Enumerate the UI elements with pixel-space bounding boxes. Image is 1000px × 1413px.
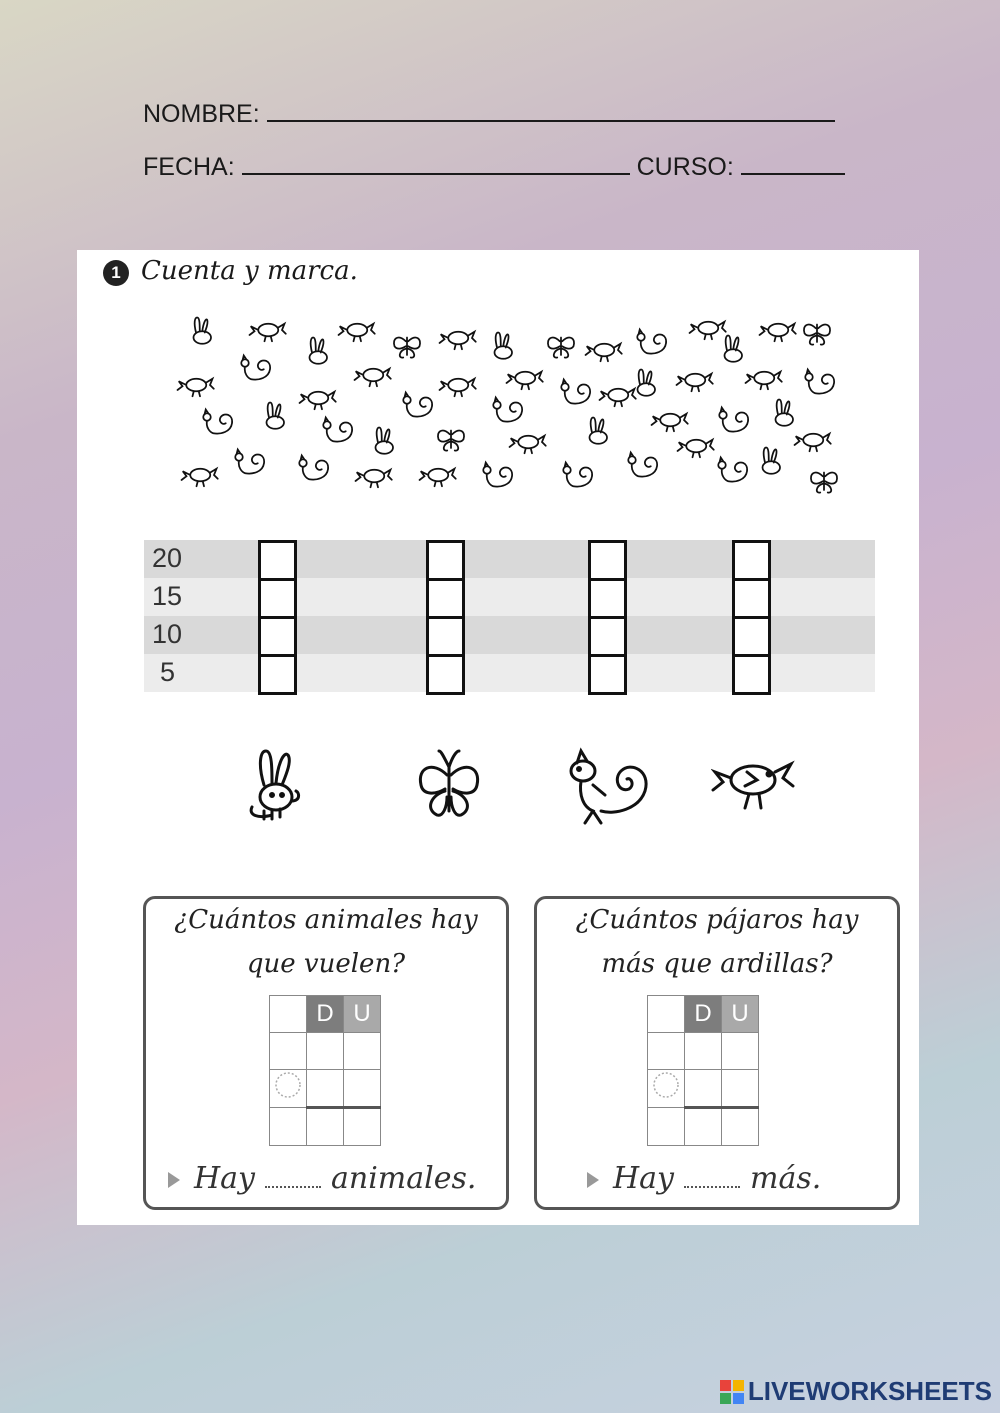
bird-icon xyxy=(711,750,795,820)
grid-cell[interactable] xyxy=(722,1070,759,1108)
course-label: CURSO: xyxy=(636,153,734,181)
answer-suffix: animales. xyxy=(331,1161,477,1196)
answer-suffix: más. xyxy=(750,1161,822,1196)
bird-doodle-icon xyxy=(678,440,714,458)
rabbit-doodle-icon xyxy=(590,418,608,444)
grid-cell[interactable] xyxy=(685,1033,722,1070)
squirrel-doodle-icon xyxy=(235,450,264,474)
rabbit-doodle-icon xyxy=(763,448,781,474)
bird-doodle-icon xyxy=(690,322,726,340)
squirrel-doodle-icon xyxy=(718,458,747,482)
bird-doodle-icon xyxy=(600,389,636,407)
scale-label: 10 xyxy=(152,619,183,649)
squirrel-doodle-icon xyxy=(483,463,512,487)
course-blank[interactable] xyxy=(741,151,845,175)
grid-cell[interactable] xyxy=(722,1033,759,1070)
place-value-grid xyxy=(269,995,381,1146)
grid-cell xyxy=(648,1033,685,1070)
bird-doodle-icon xyxy=(182,469,218,487)
count-column-squirrel[interactable] xyxy=(588,540,624,692)
rabbit-doodle-icon xyxy=(376,428,394,454)
answer-blank[interactable] xyxy=(684,1168,740,1188)
bird-doodle-icon xyxy=(440,379,476,397)
minus-circle-icon xyxy=(648,1070,685,1108)
bird-doodle-icon xyxy=(356,470,392,488)
question-line: más que ardillas? xyxy=(601,949,833,979)
butterfly-doodle-icon xyxy=(438,431,464,451)
answer-blank[interactable] xyxy=(265,1168,321,1188)
date-blank[interactable] xyxy=(242,151,630,175)
count-column-rabbit[interactable] xyxy=(258,540,294,692)
grid-cell[interactable] xyxy=(685,1108,722,1146)
count-column-bird[interactable] xyxy=(732,540,768,692)
scale-label: 15 xyxy=(152,581,183,611)
grid-cell[interactable] xyxy=(344,1108,381,1146)
squirrel-doodle-icon xyxy=(493,398,522,422)
butterfly-doodle-icon xyxy=(548,338,574,358)
question-line: ¿Cuántos animales hay xyxy=(174,905,478,935)
squirrel-doodle-icon xyxy=(299,456,328,480)
bird-doodle-icon xyxy=(339,324,375,342)
bird-doodle-icon xyxy=(746,372,782,390)
grid-cell xyxy=(270,996,307,1033)
rabbit-doodle-icon xyxy=(194,318,212,344)
answer-line xyxy=(587,1161,821,1196)
grid-cell[interactable] xyxy=(344,1070,381,1108)
answer-line xyxy=(168,1161,476,1196)
name-label: NOMBRE: xyxy=(143,100,260,128)
exercise-number: 1 xyxy=(103,260,129,286)
tens-header: D xyxy=(307,996,344,1033)
grid-cell xyxy=(648,1108,685,1146)
units-header: U xyxy=(722,996,759,1033)
play-triangle-icon xyxy=(587,1172,599,1188)
plus-circle-icon xyxy=(270,1070,307,1108)
rabbit-icon xyxy=(242,745,312,825)
grid-cell xyxy=(648,996,685,1033)
butterfly-doodle-icon xyxy=(394,338,420,358)
units-header: U xyxy=(344,996,381,1033)
grid-cell[interactable] xyxy=(307,1033,344,1070)
rabbit-doodle-icon xyxy=(310,338,328,364)
bird-doodle-icon xyxy=(420,469,456,487)
grid-cell[interactable] xyxy=(307,1070,344,1108)
date-label: FECHA: xyxy=(143,153,235,181)
grid-cell xyxy=(270,1033,307,1070)
scale-label: 20 xyxy=(152,543,183,573)
question-box-birds xyxy=(534,896,900,1210)
grid-cell[interactable] xyxy=(685,1070,722,1108)
rabbit-doodle-icon xyxy=(638,370,656,396)
butterfly-icon xyxy=(413,745,485,825)
bird-doodle-icon xyxy=(507,372,543,390)
squirrel-doodle-icon xyxy=(563,463,592,487)
squirrel-doodle-icon xyxy=(323,418,352,442)
butterfly-doodle-icon xyxy=(811,473,837,493)
bird-doodle-icon xyxy=(586,344,622,362)
name-blank[interactable] xyxy=(267,98,835,122)
squirrel-doodle-icon xyxy=(628,453,657,477)
butterfly-doodle-icon xyxy=(804,325,830,345)
question-line: que vuelen? xyxy=(246,949,406,979)
bird-doodle-icon xyxy=(510,436,546,454)
place-value-grid xyxy=(647,995,759,1146)
answer-prefix: Hay xyxy=(613,1161,674,1196)
answer-prefix: Hay xyxy=(194,1161,255,1196)
squirrel-doodle-icon xyxy=(561,380,590,404)
squirrel-doodle-icon xyxy=(241,356,270,380)
squirrel-doodle-icon xyxy=(805,370,834,394)
bird-doodle-icon xyxy=(250,324,286,342)
bird-doodle-icon xyxy=(300,392,336,410)
date-course-field xyxy=(143,151,845,182)
count-column-butterfly[interactable] xyxy=(426,540,462,692)
bird-doodle-icon xyxy=(795,434,831,452)
rabbit-doodle-icon xyxy=(495,333,513,359)
scale-label: 5 xyxy=(160,657,176,687)
bird-doodle-icon xyxy=(652,414,688,432)
rabbit-doodle-icon xyxy=(725,336,743,362)
grid-cell xyxy=(270,1108,307,1146)
name-field xyxy=(143,98,835,129)
grid-cell[interactable] xyxy=(307,1108,344,1146)
rabbit-doodle-icon xyxy=(267,403,285,429)
squirrel-doodle-icon xyxy=(203,410,232,434)
bird-doodle-icon xyxy=(440,332,476,350)
question-line: ¿Cuántos pájaros hay xyxy=(575,905,859,935)
logo-mark-icon xyxy=(720,1380,744,1404)
bird-doodle-icon xyxy=(178,379,214,397)
squirrel-doodle-icon xyxy=(637,330,666,354)
bird-doodle-icon xyxy=(677,374,713,392)
question-box-flying xyxy=(143,896,509,1210)
tens-header: D xyxy=(685,996,722,1033)
rabbit-doodle-icon xyxy=(776,400,794,426)
squirrel-doodle-icon xyxy=(719,408,748,432)
grid-cell[interactable] xyxy=(722,1108,759,1146)
logo-text: LIVEWORKSHEETS xyxy=(747,1376,992,1406)
squirrel-doodle-icon xyxy=(403,393,432,417)
bird-doodle-icon xyxy=(760,324,796,342)
liveworksheets-logo xyxy=(720,1376,992,1407)
worksheet xyxy=(77,250,919,1225)
bird-doodle-icon xyxy=(355,369,391,387)
play-triangle-icon xyxy=(168,1172,180,1188)
grid-cell[interactable] xyxy=(344,1033,381,1070)
squirrel-icon xyxy=(565,745,655,830)
exercise-title: Cuenta y marca. xyxy=(141,256,358,286)
